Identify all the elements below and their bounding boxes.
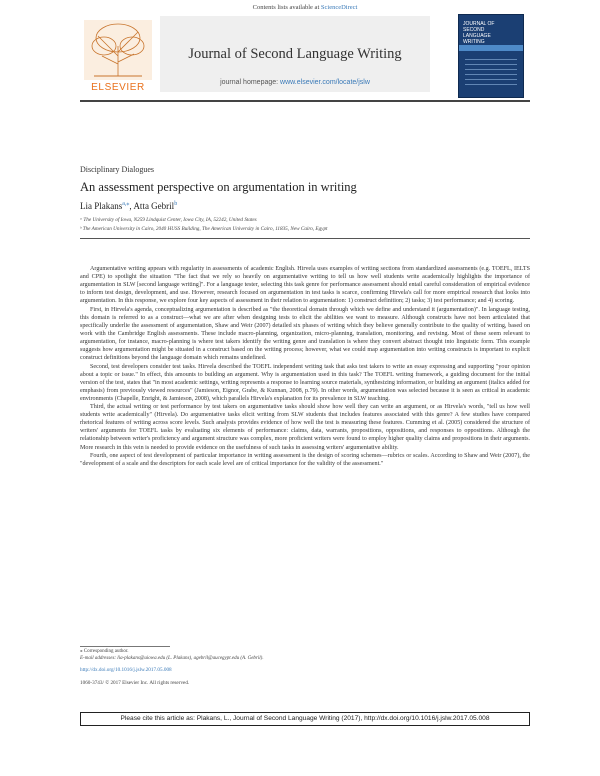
journal-header bbox=[80, 4, 530, 150]
author-2: Atta Gebril bbox=[133, 201, 175, 211]
publisher-name: ELSEVIER bbox=[91, 82, 145, 93]
paragraph-1: Argumentative writing appears with regularity in assessments of academic English. Hirvela uses examples of writing sections from standardized assessments (e.g. TOEFL, IELTS and CPE) to spotlight the situation "The fact that we rely so heavily on argumentative writing to tell us how well students write academically highlights the importance of argumentation in SLW [second language writing]". For a language tester, selecting this task genre for performance assessment should entail careful consideration of empirical evidence to inform test design, development, and use. However, research focused on argumentation in test tasks is scarce, confirming Hirvela's call for more empirical research that looks into argumentation. In this response, we explore four key aspects of assessment in their relation to argumentation: 1) construct definition; 2) tasks; 3) test performance; and 4) scoring. bbox=[80, 266, 530, 305]
citation-box: Please cite this article as: Plakans, L., Journal of Second Language Writing (2017), http://dx.doi.org/10.1016/j.jslw.2017.05.008 bbox=[80, 712, 530, 726]
copyright-line: 1060-3743/ © 2017 Elsevier Inc. All rights reserved. bbox=[80, 680, 190, 686]
email-addresses: E-mail addresses: lia-plakans@uiowa.edu (L. Plakans), agebril@aucegypt.edu (A. Gebril). bbox=[80, 655, 264, 661]
journal-homepage bbox=[160, 79, 430, 86]
paragraph-2: First, in Hirvela's agenda, conceptualizing argumentation is described as "the theoretical domain through which we define and understand it (argumentation)". In language testing, this domain is referred to as a construct—what we are after when designing tests to elicit the abilities we want to measure. Although constructs have not been articulated that specifically underlie the assessment of argumentation, Shaw and Weir (2007) detailed six phases of writing which they believe generally contribute to the quality of writing, based on work with the Cambridge English assessments. These include macro-planning, organization, micro-planning, translation, monitoring, and revising. Most of these seem relevant to argumentation, for instance, macro-planning is where test takers identify the writing genre and translation is where they convert abstract thought into linguistic form. This example suggests how argumentation might be situated in a construct based on the writing process; however, what we could map argumentation into writing constructs is important to explicit construct definitions beyond the language domain which remains undefined. bbox=[80, 306, 530, 362]
contents-prefix: Contents lists available at bbox=[252, 4, 321, 11]
journal-banner bbox=[160, 16, 430, 92]
article-title: An assessment perspective on argumentation in writing bbox=[80, 180, 357, 194]
paragraph-4: Third, the actual writing or test performance by test takers on argumentative tasks should show how well they can write an argument, or as Hirvela's words, "tell us how well students write academically" (Hirvela). Do argumentative tasks elicit writing from SLW students that includes features associated with this genre? A few studies have compared rhetorical features of writing across score levels. Such analysis provides evidence of how well the test is measuring these features. Cumming et al. (2005) considered the structure of writers' arguments for TOEFL tasks by evaluating six elements of performance: claims, data, warrants, propositions, oppositions, and responses to oppositions. Although the relationship between writer's proficiency and argument structure was complex, more proficient writers were found to employ higher quality claims and propositions in their arguments. More research in this vein is needed to provide evidence on the usefulness of such tasks in assessing writers' argumentative ability. bbox=[80, 404, 530, 451]
paragraph-5: Fourth, one aspect of test development of particular importance in writing assessment is the design of scoring schemes—rubrics or scales. According to Shaw and Weir (2007), the "development of a scale and the descriptors for each scale level are of critical importance for the validity of the assessment." bbox=[80, 453, 530, 468]
author-1-marker[interactable]: a,⁎ bbox=[122, 201, 130, 207]
corresponding-author-note: ⁎ Corresponding author. bbox=[80, 649, 129, 654]
homepage-prefix: journal homepage: bbox=[220, 79, 281, 86]
author-2-marker[interactable]: b bbox=[174, 201, 178, 207]
cover-title: JOURNAL OF SECOND LANGUAGE WRITING bbox=[463, 21, 495, 45]
footnotes bbox=[80, 649, 530, 662]
contents-line bbox=[80, 4, 530, 11]
journal-cover-image bbox=[458, 14, 524, 98]
elsevier-tree-logo bbox=[80, 16, 156, 90]
header-divider bbox=[80, 100, 530, 102]
sciencedirect-link[interactable]: ScienceDirect bbox=[320, 4, 358, 11]
cover-pattern bbox=[465, 59, 517, 89]
footnote-divider bbox=[80, 646, 170, 647]
affiliation-b: ᵇ The American University in Cairo, 2040 HUSS Building, The American University in Cairo, 11835, New Cairo, Egypt bbox=[80, 226, 328, 232]
homepage-link[interactable]: www.elsevier.com/locate/jslw bbox=[280, 79, 370, 86]
section-label: Disciplinary Dialogues bbox=[80, 165, 154, 174]
author-1: Lia Plakans bbox=[80, 201, 123, 211]
affiliation-a: ᵃ The University of Iowa, N259 Lindquist Center, Iowa City, IA, 52242, United States bbox=[80, 217, 257, 223]
author-separator: , bbox=[129, 201, 134, 211]
doi-link[interactable]: http://dx.doi.org/10.1016/j.jslw.2017.05.008 bbox=[80, 667, 172, 673]
article-body bbox=[80, 265, 530, 643]
journal-title: Journal of Second Language Writing bbox=[188, 46, 402, 62]
author-list bbox=[80, 200, 177, 211]
paragraph-3: Second, test developers consider test tasks. Hirvela described the TOEFL independent writing task that asks test takers to write an essay expressing and supporting "your opinion about a topic or issue." In effect, this amounts to building an argument. Why is argumentation used in this task? The TOEFL writing framework, a guiding document for the initial version of the test, states that "in most academic settings, writing represents a response to learning source materials, synthesizing information, or building an argument (italics added for emphasis) from previously viewed resources" (Jamieson, Eignor, Grabe, & Kunnan, 2008, p.79). In other words, argumentation was selected because it is seen as critical in academic environments (Chapelle, Enright, & Jamieson, 2008), which parallels Hirvela's explanation for its prevalence in SLW teaching. bbox=[80, 363, 530, 402]
cover-band bbox=[459, 45, 523, 51]
affiliation-divider bbox=[80, 238, 530, 239]
